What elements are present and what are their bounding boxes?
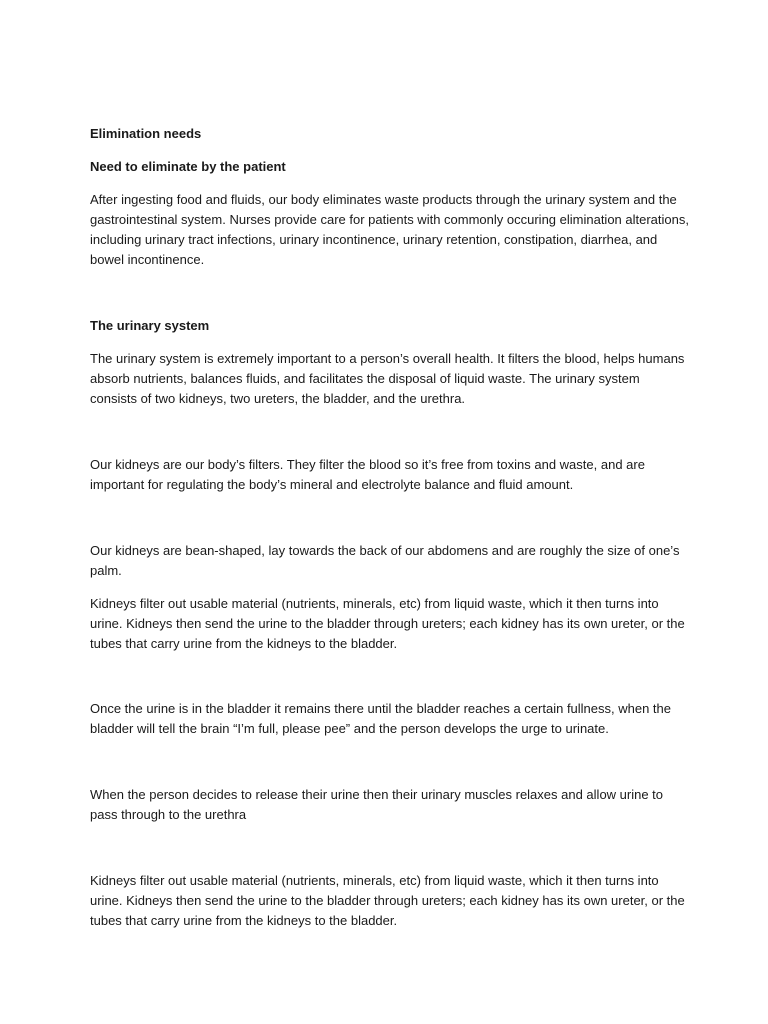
- paragraph-bladder: Once the urine is in the bladder it remains there until the bladder reaches a certain fullness, when the bladder will tell the brain “I’m full, please pee” and the person develops the urge to urinate.: [90, 701, 672, 736]
- paragraph-kidneys-function: Kidneys filter out usable material (nutrients, minerals, etc) from liquid waste, which it then turns into urine. Kidneys then send the urine to the bladder through ureters; each kidney has its own ureter, or the tubes that carry urine from the kidneys to the bladder.: [90, 596, 685, 651]
- paragraph-kidneys-filters: Our kidneys are our body’s filters. They filter the blood so it’s free from toxins and waste, and are important for regulating the body’s mineral and electrolyte balance and fluid amount.: [90, 457, 645, 492]
- paragraph-kidneys-function-repeat: Kidneys filter out usable material (nutrients, minerals, etc) from liquid waste, which it then turns into urine. Kidneys then send the urine to the bladder through ureters; each kidney has its own ureter, or the tubes that carry urine from the kidneys to the bladder.: [90, 873, 685, 928]
- paragraph-release: When the person decides to release their urine then their urinary muscles relaxes and allow urine to pass through to the urethra: [90, 787, 664, 822]
- document-subtitle: Need to eliminate by the patient: [90, 159, 286, 174]
- paragraph-kidneys-shape: Our kidneys are bean-shaped, lay towards the back of our abdomens and are roughly the size of one’s palm.: [90, 543, 680, 578]
- paragraph-urinary-overview: The urinary system is extremely important to a person’s overall health. It filters the blood, helps humans absorb nutrients, balances fluids, and facilitates the disposal of liquid waste. The urinary system consists of two kidneys, two ureters, the bladder, and the urethra.: [90, 351, 685, 406]
- intro-paragraph: After ingesting food and fluids, our body eliminates waste products through the urinary system and the gastrointestinal system. Nurses provide care for patients with commonly occuring elimination alterations, including urinary tract infections, urinary incontinence, urinary retention, constipation, diarrhea, and bowel incontinence.: [90, 192, 689, 267]
- document-title: Elimination needs: [90, 126, 202, 141]
- section-heading: The urinary system: [90, 318, 210, 333]
